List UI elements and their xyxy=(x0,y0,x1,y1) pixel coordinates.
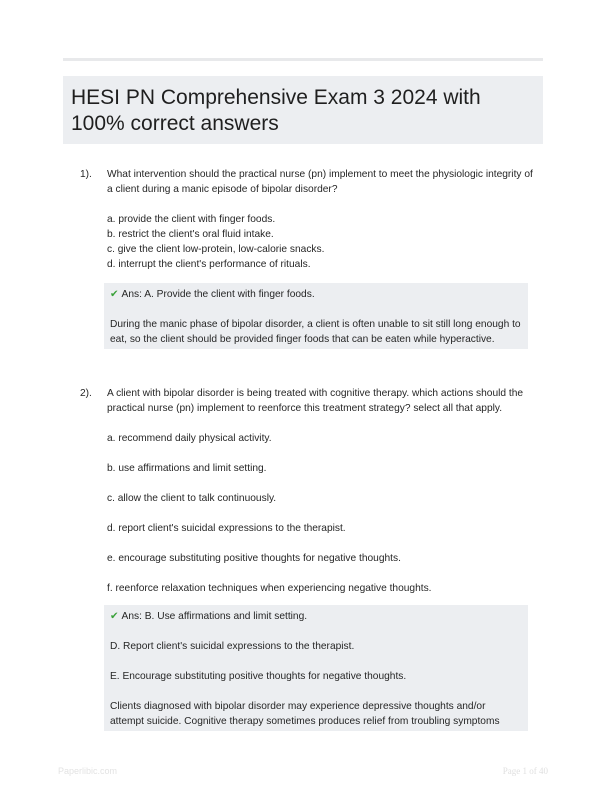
checkmark-icon: ✔ xyxy=(110,289,119,300)
option-c: c. give the client low-protein, low-calorie snacks. xyxy=(107,244,325,255)
answer-box xyxy=(104,283,528,349)
title-banner xyxy=(63,76,543,144)
option-e: e. encourage substituting positive thoughts for negative thoughts. xyxy=(107,553,401,564)
option-f: f. reenforce relaxation techniques when experiencing negative thoughts. xyxy=(107,583,432,594)
page-title: HESI PN Comprehensive Exam 3 2024 with 100% correct answers xyxy=(71,86,481,135)
answer-line xyxy=(110,287,522,302)
answer-text: D. Report client's suicidal expressions to the therapist. xyxy=(110,641,355,652)
footer-site-watermark: Paperlibic.com xyxy=(58,766,118,776)
answer-text: Ans: A. Provide the client with finger foods. xyxy=(121,289,315,300)
question-stem: What intervention should the practical nurse (pn) implement to meet the physiologic integrity of a client during a manic episode of bipolar disorder? xyxy=(107,169,533,195)
question-body xyxy=(107,167,539,349)
option-a: a. recommend daily physical activity. xyxy=(107,433,272,444)
question-number: 1). xyxy=(80,169,92,180)
footer-page-number: Page 1 of 40 xyxy=(502,766,548,776)
option-c: c. allow the client to talk continuously. xyxy=(107,493,277,504)
option-d: d. interrupt the client's performance of rituals. xyxy=(107,259,311,270)
option-a: a. provide the client with finger foods. xyxy=(107,214,276,225)
answer-text: E. Encourage substituting positive thoughts for negative thoughts. xyxy=(110,671,407,682)
option-b: b. restrict the client's oral fluid intake. xyxy=(107,229,274,240)
answer-line xyxy=(110,609,522,624)
rationale-text: During the manic phase of bipolar disorder, a client is often unable to sit still long enough to eat, so the client should be provided finger foods that can be eaten while hyperactive. xyxy=(110,319,521,345)
option-b: b. use affirmations and limit setting. xyxy=(107,463,267,474)
answer-text: Ans: B. Use affirmations and limit setting. xyxy=(121,611,308,622)
answer-options xyxy=(107,431,539,596)
answer-box xyxy=(104,605,528,731)
question-body xyxy=(107,386,539,731)
question-number: 2). xyxy=(80,388,92,399)
checkmark-icon: ✔ xyxy=(110,611,119,622)
rationale-text: Clients diagnosed with bipolar disorder may experience depressive thoughts and/or attempt suicide. Cognitive therapy sometimes produces relief from troubling symptoms xyxy=(110,701,500,727)
answer-options xyxy=(107,212,539,272)
top-divider xyxy=(63,58,543,61)
question-stem: A client with bipolar disorder is being treated with cognitive therapy. which actions should the practical nurse (pn) implement to reenforce this treatment strategy? select all that apply. xyxy=(107,388,524,414)
option-d: d. report client's suicidal expressions to the therapist. xyxy=(107,523,346,534)
